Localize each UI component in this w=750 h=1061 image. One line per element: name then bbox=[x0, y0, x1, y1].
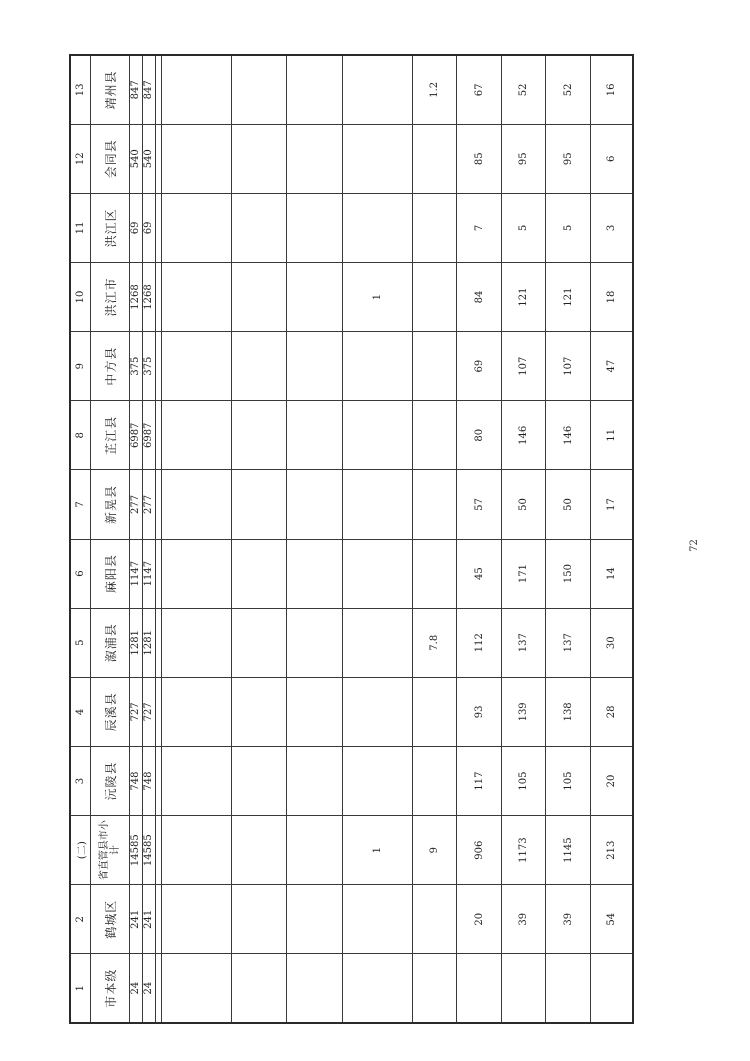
region-name-row-cell: 洪江市 bbox=[91, 262, 130, 331]
data-row-cell bbox=[162, 885, 232, 954]
data-row-cell: 1 bbox=[342, 816, 412, 885]
data-row-cell: 50 bbox=[546, 470, 591, 539]
data-row-cell: 7.8 bbox=[412, 608, 457, 677]
region-name-row-cell: 市本级 bbox=[91, 954, 130, 1023]
region-name-row-cell: 新晃县 bbox=[91, 470, 130, 539]
data-row-cell bbox=[162, 193, 232, 262]
column-number-row bbox=[70, 55, 91, 1023]
data-row bbox=[162, 55, 232, 1023]
data-row-cell bbox=[342, 124, 412, 193]
data-row bbox=[342, 55, 412, 1023]
data-row-cell bbox=[232, 539, 287, 608]
data-row-cell: 137 bbox=[546, 608, 591, 677]
data-row bbox=[501, 55, 546, 1023]
data-row-cell: 11 bbox=[590, 401, 633, 470]
subtotal-row-cell: 14585 bbox=[143, 816, 156, 885]
column-number-row-cell: 3 bbox=[70, 746, 91, 815]
subtotal-row-cell: 241 bbox=[143, 885, 156, 954]
data-row-cell bbox=[412, 124, 457, 193]
subtotal-row-cell: 1147 bbox=[143, 539, 156, 608]
data-row-cell: 54 bbox=[590, 885, 633, 954]
data-row-cell: 107 bbox=[501, 332, 546, 401]
column-number-row-cell: 13 bbox=[70, 55, 91, 124]
data-row-cell bbox=[162, 816, 232, 885]
data-row bbox=[457, 55, 502, 1023]
data-row-cell: 1 bbox=[342, 262, 412, 331]
data-row-cell bbox=[287, 954, 342, 1023]
data-row-cell bbox=[342, 332, 412, 401]
column-number-row-cell: 12 bbox=[70, 124, 91, 193]
data-row-cell: 20 bbox=[457, 885, 502, 954]
data-row bbox=[232, 55, 287, 1023]
data-row-cell: 80 bbox=[457, 401, 502, 470]
data-row-cell bbox=[162, 332, 232, 401]
data-row-cell: 1.2 bbox=[412, 55, 457, 124]
data-row-cell bbox=[287, 746, 342, 815]
total-row-cell: 847 bbox=[130, 55, 143, 124]
region-name-row-cell: 会同县 bbox=[91, 124, 130, 193]
data-row-cell bbox=[457, 954, 502, 1023]
data-row-cell: 52 bbox=[546, 55, 591, 124]
column-number-row-cell: 8 bbox=[70, 401, 91, 470]
data-row-cell: 39 bbox=[546, 885, 591, 954]
data-row-cell bbox=[412, 539, 457, 608]
total-row-cell: 277 bbox=[130, 470, 143, 539]
data-row-cell: 52 bbox=[501, 55, 546, 124]
total-row-cell: 241 bbox=[130, 885, 143, 954]
data-row-cell bbox=[412, 885, 457, 954]
region-name-row-cell: 溆浦县 bbox=[91, 608, 130, 677]
data-row-cell: 57 bbox=[457, 470, 502, 539]
data-row-cell bbox=[412, 401, 457, 470]
data-row bbox=[590, 55, 633, 1023]
region-name-row-cell: 沅陵县 bbox=[91, 746, 130, 815]
column-number-row-cell: 7 bbox=[70, 470, 91, 539]
data-row-cell bbox=[501, 954, 546, 1023]
data-row-cell bbox=[342, 885, 412, 954]
data-row-cell: 906 bbox=[457, 816, 502, 885]
subtotal-row-cell: 6987 bbox=[143, 401, 156, 470]
data-row-cell: 47 bbox=[590, 332, 633, 401]
region-name-row-cell: 靖州县 bbox=[91, 55, 130, 124]
data-row-cell: 50 bbox=[501, 470, 546, 539]
data-row-cell: 213 bbox=[590, 816, 633, 885]
data-row-cell: 112 bbox=[457, 608, 502, 677]
data-row-cell bbox=[162, 470, 232, 539]
data-row-cell: 14 bbox=[590, 539, 633, 608]
total-row-cell: 1281 bbox=[130, 608, 143, 677]
total-row-cell: 727 bbox=[130, 677, 143, 746]
data-row-cell: 137 bbox=[501, 608, 546, 677]
data-row-cell bbox=[342, 608, 412, 677]
region-name-row-cell: 麻阳县 bbox=[91, 539, 130, 608]
data-row-cell: 105 bbox=[501, 746, 546, 815]
subtotal-row-cell: 24 bbox=[143, 954, 156, 1023]
subtotal-row-cell: 748 bbox=[143, 746, 156, 815]
data-row-cell bbox=[412, 262, 457, 331]
data-row-cell bbox=[232, 954, 287, 1023]
data-row-cell bbox=[287, 55, 342, 124]
region-name-row-cell: 省直管县市小计 bbox=[91, 816, 130, 885]
data-row bbox=[287, 55, 342, 1023]
region-name-row-cell: 芷江县 bbox=[91, 401, 130, 470]
column-number-row-cell: 2 bbox=[70, 885, 91, 954]
data-row-cell bbox=[590, 954, 633, 1023]
subtotal-row-cell: 375 bbox=[143, 332, 156, 401]
data-row-cell bbox=[342, 746, 412, 815]
total-row-cell: 1268 bbox=[130, 262, 143, 331]
data-row-cell bbox=[232, 608, 287, 677]
data-row bbox=[546, 55, 591, 1023]
data-row-cell: 85 bbox=[457, 124, 502, 193]
data-row-cell bbox=[232, 816, 287, 885]
data-row-cell bbox=[342, 539, 412, 608]
data-row-cell bbox=[162, 124, 232, 193]
data-row-cell bbox=[232, 677, 287, 746]
column-number-row-cell: 4 bbox=[70, 677, 91, 746]
data-row-cell bbox=[287, 262, 342, 331]
data-row-cell bbox=[232, 193, 287, 262]
data-row-cell bbox=[162, 262, 232, 331]
total-row-cell: 375 bbox=[130, 332, 143, 401]
data-row-cell bbox=[162, 608, 232, 677]
data-row-cell: 146 bbox=[501, 401, 546, 470]
region-name-row-cell: 中方县 bbox=[91, 332, 130, 401]
data-row-cell bbox=[412, 332, 457, 401]
data-row-cell bbox=[232, 401, 287, 470]
data-row-cell: 95 bbox=[546, 124, 591, 193]
column-number-row-cell: 5 bbox=[70, 608, 91, 677]
data-row-cell bbox=[412, 954, 457, 1023]
total-row-cell: 24 bbox=[130, 954, 143, 1023]
data-row-cell: 105 bbox=[546, 746, 591, 815]
data-row-cell: 9 bbox=[412, 816, 457, 885]
page-number: 72 bbox=[688, 539, 700, 552]
column-number-row-cell: 9 bbox=[70, 332, 91, 401]
data-row-cell: 5 bbox=[546, 193, 591, 262]
data-row-cell: 107 bbox=[546, 332, 591, 401]
subtotal-row-cell: 277 bbox=[143, 470, 156, 539]
data-row-cell bbox=[287, 124, 342, 193]
data-row-cell: 84 bbox=[457, 262, 502, 331]
data-row-cell bbox=[232, 262, 287, 331]
data-row-cell bbox=[162, 677, 232, 746]
data-row-cell bbox=[162, 55, 232, 124]
column-number-row-cell: 6 bbox=[70, 539, 91, 608]
data-row-cell bbox=[412, 193, 457, 262]
data-row-cell bbox=[287, 608, 342, 677]
column-number-row-cell: 11 bbox=[70, 193, 91, 262]
data-row-cell: 93 bbox=[457, 677, 502, 746]
data-row-cell bbox=[412, 677, 457, 746]
data-row-cell: 121 bbox=[501, 262, 546, 331]
subtotal-row-cell: 69 bbox=[143, 193, 156, 262]
data-row-cell: 150 bbox=[546, 539, 591, 608]
table-body bbox=[70, 55, 633, 1023]
data-row-cell: 16 bbox=[590, 55, 633, 124]
region-name-row bbox=[91, 55, 130, 1023]
data-row-cell bbox=[287, 816, 342, 885]
data-row-cell bbox=[232, 746, 287, 815]
data-row-cell bbox=[162, 746, 232, 815]
data-row-cell: 3 bbox=[590, 193, 633, 262]
total-row-cell: 69 bbox=[130, 193, 143, 262]
data-row-cell bbox=[287, 885, 342, 954]
subtotal-row-cell: 540 bbox=[143, 124, 156, 193]
column-number-row-cell: 1 bbox=[70, 954, 91, 1023]
region-name-row-cell: 辰溪县 bbox=[91, 677, 130, 746]
data-row-cell bbox=[162, 954, 232, 1023]
data-row-cell bbox=[232, 332, 287, 401]
data-row-cell: 69 bbox=[457, 332, 502, 401]
data-row-cell: 1173 bbox=[501, 816, 546, 885]
data-row-cell bbox=[546, 954, 591, 1023]
data-row-cell: 171 bbox=[501, 539, 546, 608]
data-row-cell: 121 bbox=[546, 262, 591, 331]
total-row-cell: 6987 bbox=[130, 401, 143, 470]
data-row-cell bbox=[287, 539, 342, 608]
data-row-cell: 45 bbox=[457, 539, 502, 608]
total-row-cell: 540 bbox=[130, 124, 143, 193]
data-row-cell bbox=[412, 470, 457, 539]
total-row bbox=[130, 55, 143, 1023]
data-row-cell bbox=[287, 677, 342, 746]
total-row-cell: 14585 bbox=[130, 816, 143, 885]
region-name-row-cell: 洪江区 bbox=[91, 193, 130, 262]
data-row-cell: 5 bbox=[501, 193, 546, 262]
subtotal-row bbox=[143, 55, 156, 1023]
data-row-cell: 139 bbox=[501, 677, 546, 746]
data-row-cell bbox=[232, 124, 287, 193]
subtotal-row-cell: 1268 bbox=[143, 262, 156, 331]
data-row-cell: 7 bbox=[457, 193, 502, 262]
data-row-cell bbox=[287, 332, 342, 401]
data-row-cell bbox=[287, 401, 342, 470]
data-row-cell: 138 bbox=[546, 677, 591, 746]
data-row bbox=[412, 55, 457, 1023]
region-name-row-cell: 鹤城区 bbox=[91, 885, 130, 954]
subtotal-row-cell: 1281 bbox=[143, 608, 156, 677]
column-number-row-cell: (二) bbox=[70, 816, 91, 885]
data-row-cell bbox=[162, 401, 232, 470]
data-row-cell: 18 bbox=[590, 262, 633, 331]
data-row-cell: 39 bbox=[501, 885, 546, 954]
data-row-cell: 6 bbox=[590, 124, 633, 193]
budget-table bbox=[69, 54, 634, 1024]
data-row-cell: 28 bbox=[590, 677, 633, 746]
data-row-cell: 95 bbox=[501, 124, 546, 193]
data-row-cell: 146 bbox=[546, 401, 591, 470]
total-row-cell: 748 bbox=[130, 746, 143, 815]
data-row-cell bbox=[287, 470, 342, 539]
subtotal-row-cell: 727 bbox=[143, 677, 156, 746]
data-row-cell bbox=[342, 954, 412, 1023]
data-row-cell: 20 bbox=[590, 746, 633, 815]
data-row-cell bbox=[162, 539, 232, 608]
data-row-cell bbox=[342, 193, 412, 262]
data-row-cell: 67 bbox=[457, 55, 502, 124]
data-row-cell bbox=[232, 885, 287, 954]
total-row-cell: 1147 bbox=[130, 539, 143, 608]
data-row-cell: 1145 bbox=[546, 816, 591, 885]
data-row-cell bbox=[342, 677, 412, 746]
data-row-cell: 30 bbox=[590, 608, 633, 677]
data-row-cell bbox=[342, 401, 412, 470]
data-row-cell: 117 bbox=[457, 746, 502, 815]
data-row-cell: 17 bbox=[590, 470, 633, 539]
column-number-row-cell: 10 bbox=[70, 262, 91, 331]
data-row-cell bbox=[412, 746, 457, 815]
rotated-table-wrapper bbox=[69, 54, 634, 1024]
data-row-cell bbox=[342, 55, 412, 124]
data-row-cell bbox=[232, 470, 287, 539]
subtotal-row-cell: 847 bbox=[143, 55, 156, 124]
data-row-cell bbox=[232, 55, 287, 124]
data-row-cell bbox=[342, 470, 412, 539]
data-row-cell bbox=[287, 193, 342, 262]
